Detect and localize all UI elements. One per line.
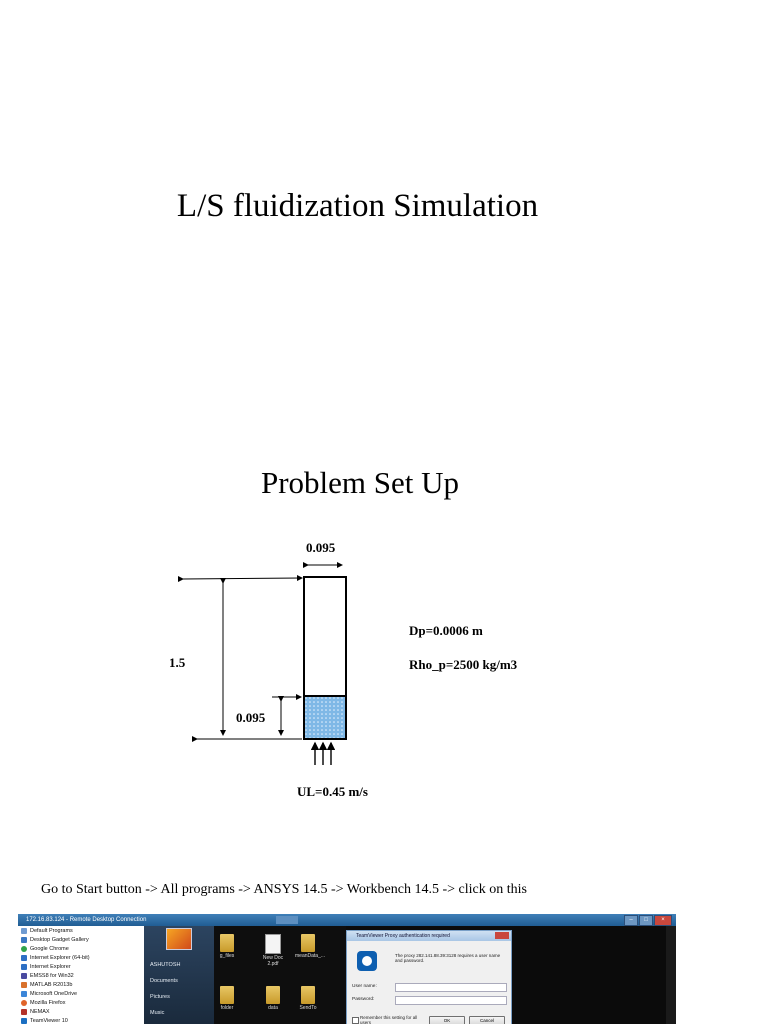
folder-icon [301, 986, 315, 1004]
top-extension-line [183, 578, 302, 579]
program-item[interactable]: Mozilla Firefox [18, 998, 144, 1007]
password-label: Password: [352, 997, 375, 1002]
folder-icon [220, 986, 234, 1004]
particle-density-label: Rho_p=2500 kg/m3 [409, 657, 518, 672]
desktop-icon[interactable]: New Doc 2.pdf [260, 934, 286, 967]
internet-explorer-icon [21, 964, 27, 970]
chrome-icon [21, 946, 27, 952]
program-icon [21, 1009, 27, 1015]
close-button[interactable]: × [654, 915, 672, 926]
scrollbar[interactable] [666, 926, 676, 1024]
firefox-icon [21, 1000, 27, 1006]
program-item[interactable]: MATLAB R2013b [18, 980, 144, 989]
remote-desktop-screenshot [18, 914, 676, 1024]
start-link-documents[interactable]: Documents [150, 978, 178, 984]
user-name-input[interactable] [395, 983, 507, 992]
program-item[interactable]: NEMAX [18, 1007, 144, 1016]
program-item[interactable]: TeamViewer 10 [18, 1016, 144, 1024]
dialog-close-button[interactable] [495, 932, 509, 939]
user-name-label: User name: [352, 984, 377, 989]
program-icon [21, 928, 27, 934]
connection-bar-tab[interactable] [276, 916, 298, 924]
program-item[interactable]: Internet Explorer [18, 962, 144, 971]
start-menu-user-panel [144, 926, 214, 1024]
proxy-auth-dialog [346, 930, 512, 1024]
teamviewer-icon [21, 1018, 27, 1024]
desktop-icon[interactable]: data [260, 986, 286, 1011]
slide-title-simulation: L/S fluidization Simulation [176, 188, 539, 224]
internet-explorer-icon [21, 955, 27, 961]
program-item[interactable]: Microsoft OneDrive [18, 989, 144, 998]
program-icon [21, 937, 27, 943]
teamviewer-logo-icon [357, 951, 377, 971]
height-label: 1.5 [169, 655, 186, 670]
program-item[interactable]: Default Programs [18, 926, 144, 935]
desktop-icon[interactable]: g_files [214, 934, 240, 959]
matlab-icon [21, 982, 27, 988]
bed-height-label: 0.095 [236, 710, 266, 725]
instruction-text: Go to Start button -> All programs -> ANSYS 14.5 -> Workbench 14.5 -> click on this [41, 882, 527, 897]
packed-bed [305, 697, 345, 738]
program-icon [21, 973, 27, 979]
slide-title-problem-setup: Problem Set Up [260, 465, 460, 500]
cancel-button[interactable]: Cancel [469, 1016, 505, 1024]
start-menu-program-list [18, 926, 145, 1024]
particle-diameter-label: Dp=0.0006 m [409, 623, 483, 638]
onedrive-icon [21, 991, 27, 997]
start-link-user[interactable]: ASHUTOSH [150, 962, 181, 968]
program-item[interactable]: EMSS8 for Win32 [18, 971, 144, 980]
pdf-icon [265, 934, 281, 954]
start-link-music[interactable]: Music [150, 1010, 165, 1016]
remember-label: Remember this setting for all users [360, 1015, 418, 1024]
desktop-area [214, 926, 346, 1024]
width-label: 0.095 [306, 540, 336, 555]
dialog-titlebar [347, 931, 511, 941]
remember-checkbox[interactable] [352, 1017, 359, 1024]
folder-icon [266, 986, 280, 1004]
velocity-label: UL=0.45 m/s [297, 784, 368, 799]
folder-icon [301, 934, 315, 952]
minimize-button[interactable]: – [624, 915, 638, 926]
desktop-icon[interactable]: folder [214, 986, 240, 1011]
password-input[interactable] [395, 996, 507, 1005]
start-link-pictures[interactable]: Pictures [150, 994, 170, 1000]
dialog-title: TeamViewer Proxy authentication required [356, 933, 450, 939]
program-item[interactable]: Internet Explorer (64-bit) [18, 953, 144, 962]
folder-icon [220, 934, 234, 952]
desktop-icon[interactable]: meanData_... [295, 934, 321, 959]
user-avatar[interactable] [166, 928, 192, 950]
maximize-button[interactable]: □ [639, 915, 653, 926]
window-title: 172.16.83.124 - Remote Desktop Connection [26, 917, 147, 923]
window-titlebar [18, 914, 676, 926]
program-item[interactable]: Desktop Gadget Gallery [18, 935, 144, 944]
dialog-message: The proxy 282.141.88.39:3128 requires a user name and password. [395, 953, 501, 963]
program-item[interactable]: Google Chrome [18, 944, 144, 953]
ok-button[interactable]: OK [429, 1016, 465, 1024]
desktop-icon[interactable]: SendTo [295, 986, 321, 1011]
